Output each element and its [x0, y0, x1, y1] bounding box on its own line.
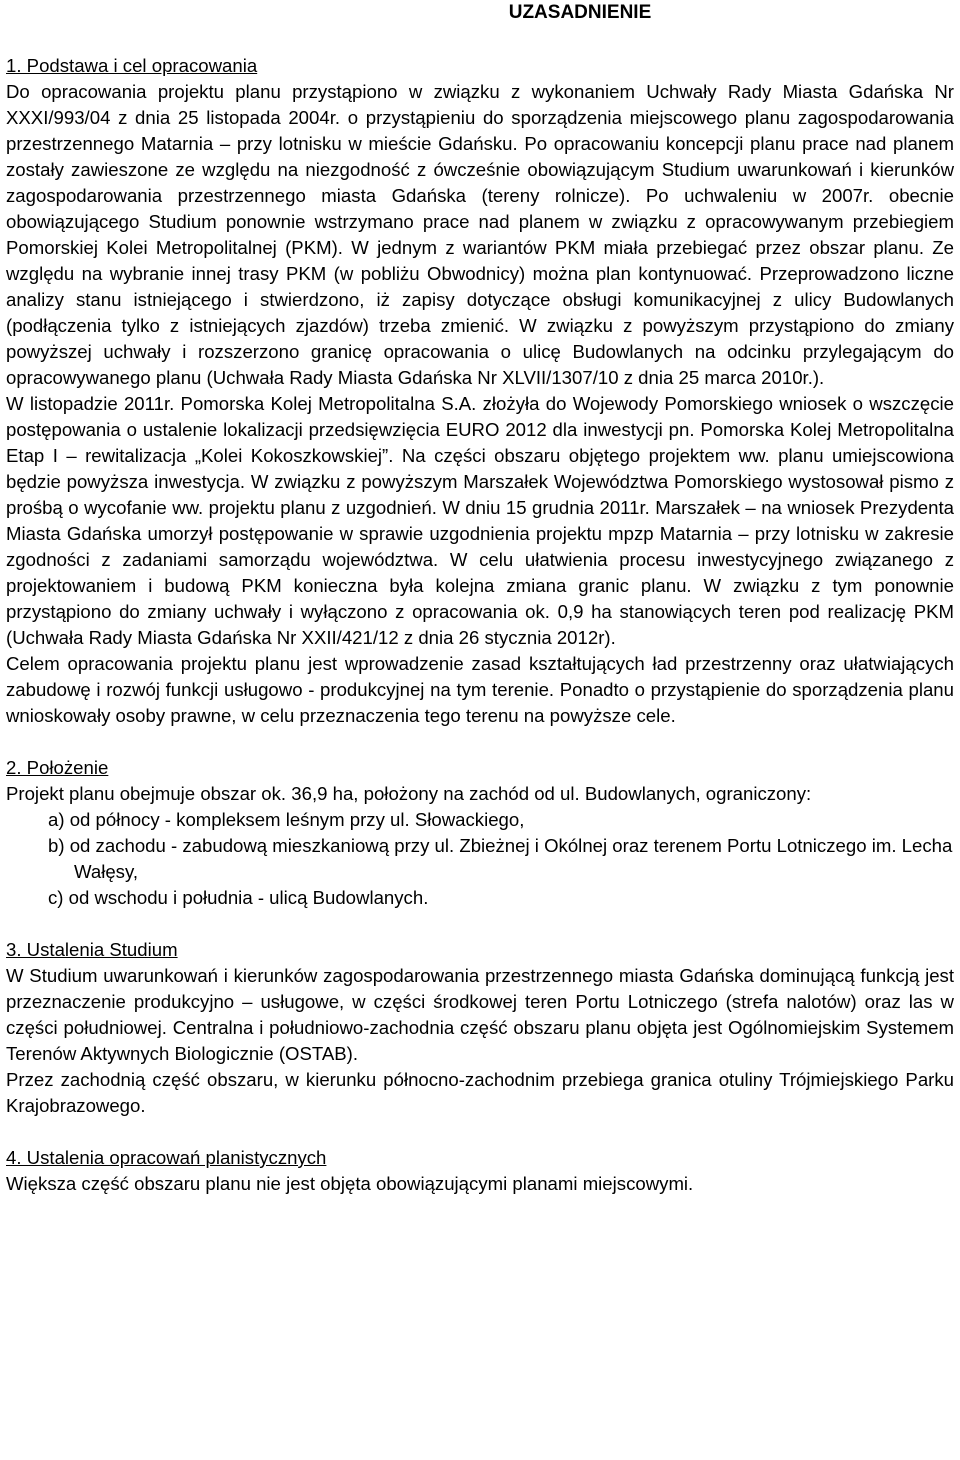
- section-1: [6, 53, 954, 729]
- section-4: [6, 1145, 954, 1197]
- section-1-paragraph-3: Celem opracowania projektu planu jest wprowadzenie zasad kształtujących ład przestrzenny oraz ułatwiających zabudowę i rozwój funkcji usługowo - produkcyjnej na tym terenie. Ponadto o przystąpienie do sporządzenia planu wnioskowały osoby prawne, w celu przeznaczenia tego terenu na powyższe cele.: [6, 653, 954, 726]
- section-1-paragraph-2: W listopadzie 2011r. Pomorska Kolej Metropolitalna S.A. złożyła do Wojewody Pomorskiego wniosek o wszczęcie postępowania o ustalenie lokalizacji przedsięwzięcia EURO 2012 dla inwestycji pn. Pomorska Kolej Metropolitalna Etap I – rewitalizacja „Kolei Kokoszkowskiej”. Na części obszaru objętego projektem ww. planu umiejscowiona będzie powyższa inwestycja. W związku z powyższym Marszałek Województwa Pomorskiego wystosował pismo z prośbą o wycofanie ww. projektu planu z uzgodnień. W dniu 15 grudnia 2011r. Marszałek – na wniosek Prezydenta Miasta Gdańska umorzył postępowanie w sprawie uzgodnienia projektu mpzp Matarnia – przy lotnisku w zakresie zgodności z zadaniami samorządu województwa. W celu ułatwienia procesu inwestycyjnego związanego z projektowaniem i budową PKM konieczna była kolejna zmiana granic planu. W związku z tym ponownie przystąpiono do zmiany uchwały i wyłączono z opracowania ok. 0,9 ha stanowiących teren pod realizację PKM (Uchwała Rady Miasta Gdańska Nr XXII/421/12 z dnia 26 stycznia 2012r).: [6, 393, 954, 648]
- section-2-intro: Projekt planu obejmuje obszar ok. 36,9 ha, położony na zachód od ul. Budowlanych, ograniczony:: [6, 783, 812, 804]
- section-3-paragraph-2: Przez zachodnią część obszaru, w kierunku północno-zachodnim przebiega granica otuliny Trójmiejskiego Parku Krajobrazowego.: [6, 1069, 954, 1116]
- section-4-paragraph-1: Większa część obszaru planu nie jest objęta obowiązującymi planami miejscowymi.: [6, 1173, 694, 1194]
- section-4-heading: 4. Ustalenia opracowań planistycznych: [6, 1147, 327, 1168]
- boundary-list: [6, 807, 954, 911]
- section-3-paragraph-1: W Studium uwarunkowań i kierunków zagospodarowania przestrzennego miasta Gdańska dominującą funkcją jest przeznaczenie produkcyjno – usługowe, w części środkowej teren Portu Lotniczego (strefa nalotów) oraz las w części południowej. Centralna i południowo-zachodnia część obszaru planu objęta jest Ogólnomiejskim Systemem Terenów Aktywnych Biologicznie (OSTAB).: [6, 965, 954, 1064]
- section-2-heading: 2. Położenie: [6, 757, 109, 778]
- list-item: a) od północy - kompleksem leśnym przy ul. Słowackiego,: [48, 809, 525, 830]
- section-3-heading: 3. Ustalenia Studium: [6, 939, 178, 960]
- section-spacer: [6, 729, 954, 755]
- section-spacer: [6, 1119, 954, 1145]
- section-1-paragraph-1: Do opracowania projektu planu przystąpiono w związku z wykonaniem Uchwały Rady Miasta Gdańska Nr XXXI/993/04 z dnia 25 listopada 2004r. o przystąpieniu do sporządzenia miejscowego planu zagospodarowania przestrzennego Matarnia – przy lotnisku w mieście Gdańsku. Po opracowaniu koncepcji planu prace nad planem zostały zawieszone ze względu na niezgodność z ówcześnie obowiązującym Studium uwarunkowań i kierunków zagospodarowania przestrzennego miasta Gdańska (tereny rolnicze). Po uchwaleniu w 2007r. obecnie obowiązującego Studium ponownie wstrzymano prace nad planem w związku z opracowywanym przebiegiem Pomorskiej Kolei Metropolitalnej (PKM). W jednym z wariantów PKM miała przebiegać przez obszar planu. Ze względu na wybranie innej trasy PKM (w pobliżu Obwodnicy) można plan kontynuować. Przeprowadzono liczne analizy stanu istniejącego i stwierdzono, iż zapisy dotyczące obsługi komunikacyjnej z ulicy Budowlanych (podłączenia tylko z istniejących zjazdów) trzeba zmienić. W związku z powyższym przystąpiono do zmiany powyższej uchwały i rozszerzono granicę opracowania o ulicę Budowlanych na odcinku przylegającym do opracowywanego planu (Uchwała Rady Miasta Gdańska Nr XLVII/1307/10 z dnia 25 marca 2010r.).: [6, 81, 954, 388]
- document-title: UZASADNIENIE: [508, 2, 652, 23]
- list-item: c) od wschodu i południa - ulicą Budowlanych.: [48, 887, 429, 908]
- section-spacer: [6, 911, 954, 937]
- list-item: b) od zachodu - zabudową mieszkaniową przy ul. Zbieżnej i Okólnej oraz terenem Portu Lotniczego im. Lecha Wałęsy,: [48, 835, 953, 882]
- section-2: [6, 755, 954, 911]
- section-1-heading: 1. Podstawa i cel opracowania: [6, 55, 258, 76]
- section-3: [6, 937, 954, 1119]
